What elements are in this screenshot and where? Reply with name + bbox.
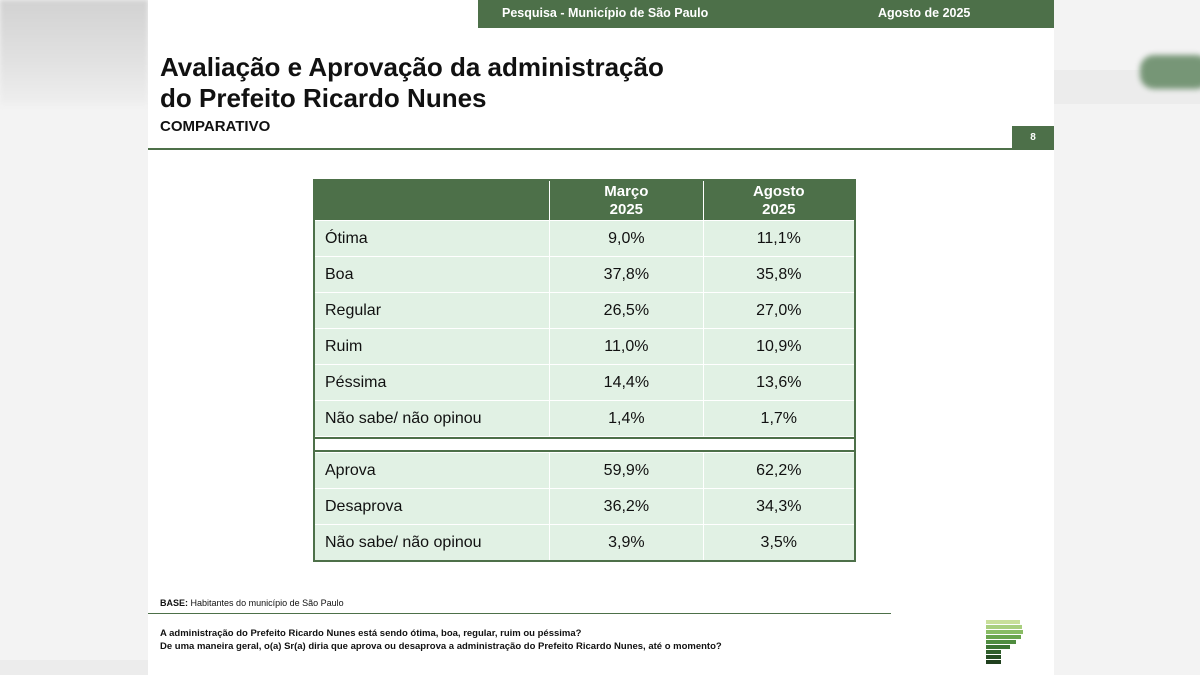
title-divider	[148, 148, 1054, 150]
table-row	[315, 328, 854, 364]
logo-stripe	[986, 625, 1022, 629]
row-value-august: 35,8%	[703, 257, 854, 292]
row-value-august: 1,7%	[703, 401, 854, 436]
row-value-august: 11,1%	[703, 221, 854, 256]
page-title-line-1: Avaliação e Aprovação da administração	[160, 52, 664, 82]
row-value-march: 3,9%	[549, 525, 702, 560]
row-value-march: 36,2%	[549, 489, 702, 524]
row-value-march: 1,4%	[549, 401, 702, 436]
column-header-march-month: Março	[604, 182, 649, 200]
column-header-august	[703, 181, 854, 220]
table-row	[315, 488, 854, 524]
blurred-background-left	[0, 0, 148, 105]
row-value-march: 37,8%	[549, 257, 702, 292]
logo-stripe	[986, 660, 1001, 664]
base-note-text: Habitantes do município de São Paulo	[190, 598, 344, 608]
row-value-march: 9,0%	[549, 221, 702, 256]
row-value-march: 11,0%	[549, 329, 702, 364]
row-value-august: 62,2%	[703, 453, 854, 488]
table-section-separator	[315, 437, 854, 452]
row-label: Não sabe/ não opinou	[325, 410, 482, 427]
row-label: Regular	[325, 302, 382, 319]
table-header-row	[315, 181, 854, 220]
logo-stripe	[986, 650, 1001, 654]
page-title	[160, 52, 664, 114]
column-header-march-year: 2025	[609, 200, 644, 218]
blurred-background-left-bottom	[0, 660, 148, 675]
column-header-march	[549, 181, 702, 220]
row-label: Ótima	[325, 230, 368, 247]
table-row	[315, 364, 854, 400]
column-header-august-month: Agosto	[752, 182, 805, 200]
survey-question-2: De uma maneira geral, o(a) Sr(a) diria que aprova ou desaprova a administração do Prefeito Ricardo Nunes, até o momento?	[160, 641, 722, 652]
row-label: Aprova	[325, 462, 376, 479]
survey-question-1: A administração do Prefeito Ricardo Nunes está sendo ótima, boa, regular, ruim ou péssima?	[160, 628, 582, 639]
row-value-august: 10,9%	[703, 329, 854, 364]
table-header-blank	[315, 181, 549, 220]
logo-stripe	[986, 655, 1001, 659]
blurred-background-right-shape	[1140, 55, 1200, 89]
footer-divider	[148, 613, 891, 614]
survey-label: Pesquisa - Município de São Paulo	[502, 6, 709, 20]
row-label: Boa	[325, 266, 354, 283]
row-label: Péssima	[325, 374, 387, 391]
logo-stripe	[986, 630, 1023, 634]
logo-stripe	[986, 635, 1021, 639]
column-header-august-year: 2025	[762, 200, 796, 218]
survey-questions	[160, 627, 722, 653]
table-row	[315, 220, 854, 256]
table-row	[315, 400, 854, 436]
row-label: Desaprova	[325, 498, 403, 515]
page-number-badge: 8	[1012, 126, 1054, 150]
table-row	[315, 452, 854, 488]
table-row	[315, 524, 854, 560]
page-title-line-2: do Prefeito Ricardo Nunes	[160, 83, 487, 113]
comparison-table	[313, 179, 856, 562]
base-note	[160, 598, 344, 608]
page-subtitle: COMPARATIVO	[160, 118, 271, 135]
row-value-august: 3,5%	[703, 525, 854, 560]
row-label: Não sabe/ não opinou	[325, 534, 482, 551]
row-value-august: 27,0%	[703, 293, 854, 328]
row-label: Ruim	[325, 338, 363, 355]
survey-date: Agosto de 2025	[878, 6, 971, 20]
brand-logo-icon	[986, 620, 1024, 666]
row-value-march: 14,4%	[549, 365, 702, 400]
row-value-august: 13,6%	[703, 365, 854, 400]
slide-page	[148, 0, 1054, 675]
row-value-august: 34,3%	[703, 489, 854, 524]
row-value-march: 26,5%	[549, 293, 702, 328]
header-bar	[478, 0, 1054, 28]
logo-stripe	[986, 620, 1020, 624]
table-row	[315, 256, 854, 292]
base-note-label: BASE:	[160, 598, 189, 608]
row-value-march: 59,9%	[549, 453, 702, 488]
logo-stripe	[986, 645, 1010, 649]
table-row	[315, 292, 854, 328]
logo-stripe	[986, 640, 1016, 644]
